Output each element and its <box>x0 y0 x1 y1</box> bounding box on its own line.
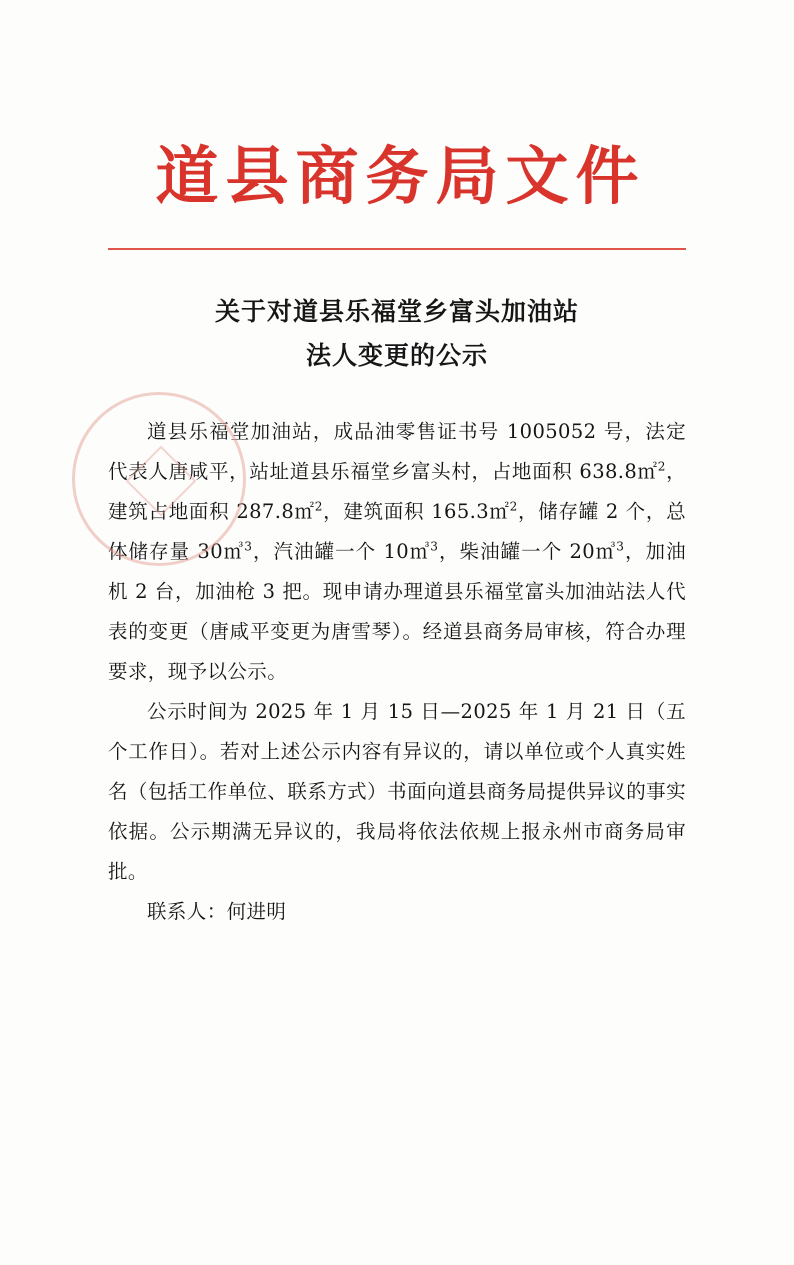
body-paragraph: 公示时间为 2025 年 1 月 15 日—2025 年 1 月 21 日（五个工作日）。若对上述公示内容有异议的，请以单位或个人真实姓名（包括工作单位、联系方式）书面向道县商务局提供异议的事实依据。公示期满无异议的，我局将依法依规上报永州市商务局审批。 <box>108 699 686 883</box>
masthead <box>108 140 686 212</box>
masthead-title: 道县商务局文件 <box>155 139 646 213</box>
page-title <box>108 290 686 378</box>
document-page <box>0 140 794 1265</box>
masthead-divider <box>108 248 686 250</box>
body-paragraph: 道县乐福堂加油站，成品油零售证书号 1005052 号，法定代表人唐咸平，站址道县乐福堂乡富头村，占地面积 638.8㎡$^2$，建筑占地面积 287.8㎡$^2$，建筑面积 165.3㎡$^2$，储存罐 2 个，总体储存量 30㎥$^3$，汽油罐一个 10㎥$^3$，柴油罐一个 20㎥$^3$，加油机 2 台，加油枪 3 把。现申请办理道县乐福堂富头加油站法人代表的变更（唐咸平变更为唐雪琴）。经道县商务局审核，符合办理要求，现予以公示。 <box>108 419 687 683</box>
page-title-line-1: 关于对道县乐福堂乡富头加油站 <box>214 297 579 327</box>
page-title-line-2: 法人变更的公示 <box>305 341 488 371</box>
document-body <box>108 412 686 932</box>
contact-person-line: 联系人：何进明 <box>147 899 287 923</box>
